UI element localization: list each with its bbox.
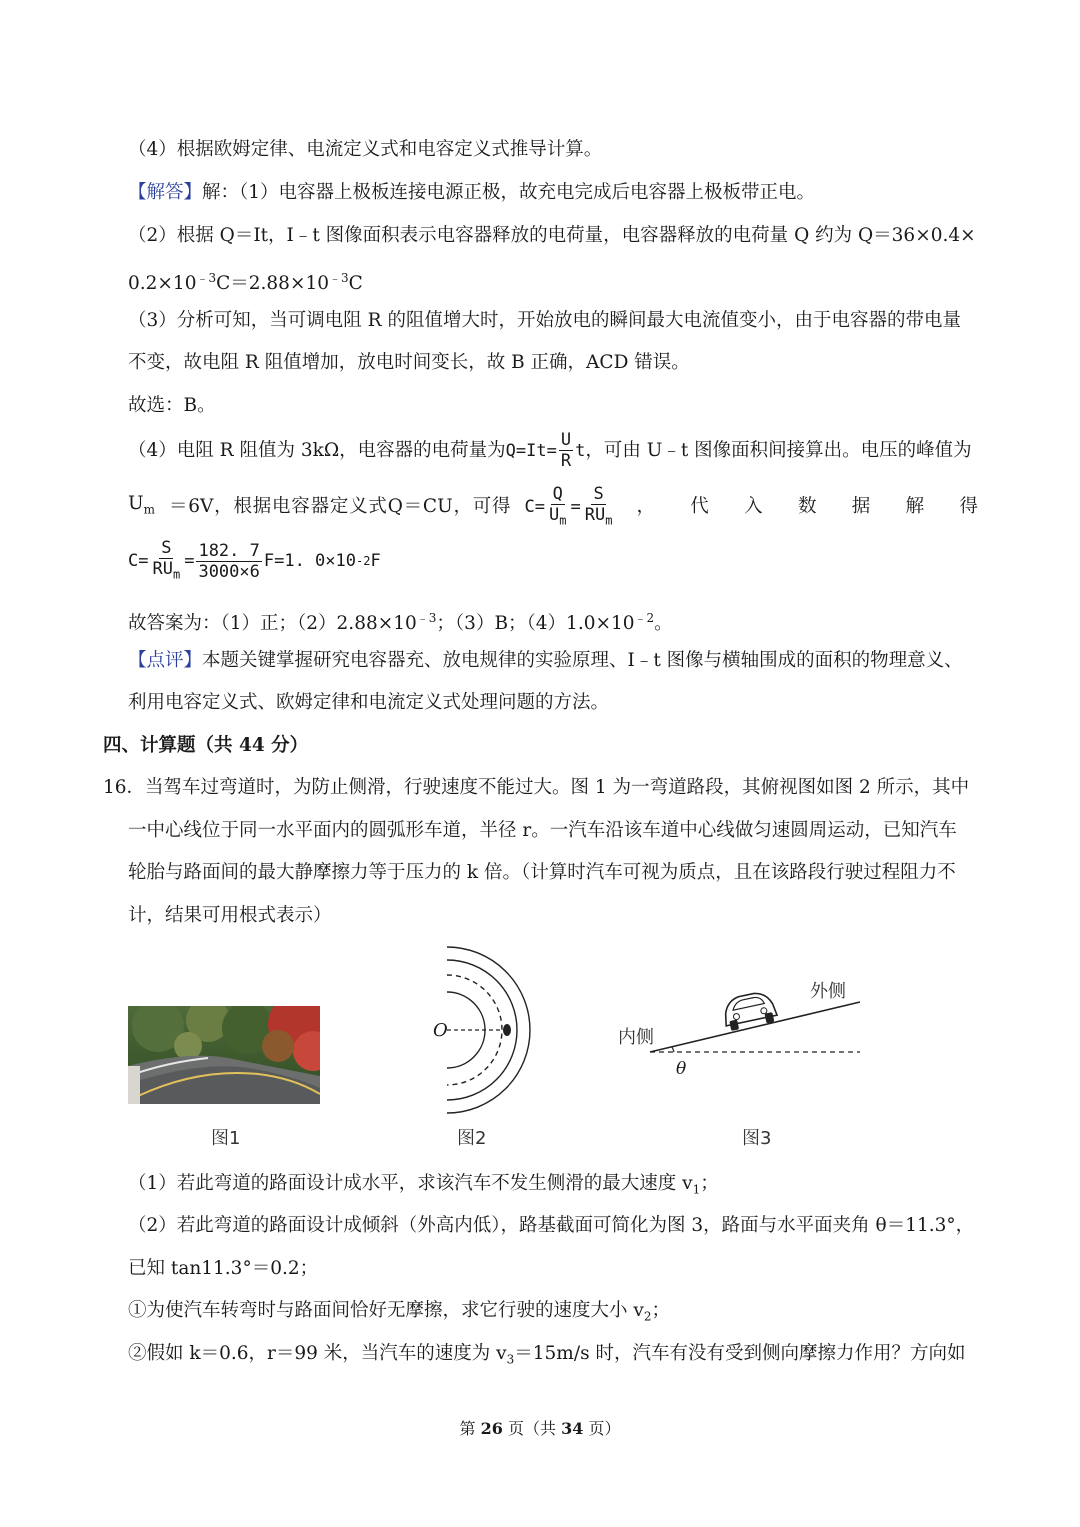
spaced-words [169, 494, 511, 520]
text-line-4 [128, 265, 363, 297]
fraction-numeric [196, 541, 261, 582]
formula-part: F=1. 0×10 [263, 551, 356, 572]
text-part: ； [651, 1300, 670, 1321]
fraction-s-over-rum [150, 538, 182, 584]
spaced-word: 据 [252, 496, 272, 518]
spaced-word: 入 [744, 496, 763, 518]
text-part: 故答案为：（1）正；（2）2.88×10 [128, 613, 417, 635]
sub-question-2-cont: 已知 tan11.3°＝0.2； [128, 1258, 319, 1279]
subscript: m [605, 513, 613, 528]
formula-line-10 [128, 538, 381, 584]
formula-part: Q=It= [505, 440, 557, 461]
exponent: -2 [356, 554, 371, 569]
exponent: ﹣2 [634, 611, 655, 625]
text-part: ＝15m/s 时，汽车有没有受到侧向摩擦力作用？方向如 [514, 1343, 966, 1364]
text-line-9 [128, 484, 978, 530]
question-16-line-3: 轮胎与路面间的最大静摩擦力等于压力的 k 倍。（计算时汽车可视为质点，且在该路段行驶过程阻力不 [128, 862, 956, 883]
subscript: 3 [506, 1352, 515, 1367]
den-text: RU [152, 559, 173, 579]
page-number: 26 [480, 1419, 503, 1438]
spaced-word: 定 [329, 496, 349, 518]
angle-label: θ [676, 1059, 687, 1079]
value-part: C＝2.88×10 [216, 273, 329, 295]
text-part: ①为使汽车转弯时与路面间恰好无摩擦，求它行驶的速度大小 v [128, 1300, 644, 1321]
spaced-word: ， [636, 496, 655, 518]
spaced-word: 义 [349, 496, 368, 518]
page-footer [0, 1416, 1080, 1439]
numerator: 182. 7 [198, 540, 260, 561]
spaced-word: 容 [291, 496, 310, 518]
spaced-word: 解 [905, 496, 925, 518]
spaced-word: 得 [959, 496, 978, 518]
total-pages: 34 [561, 1419, 584, 1438]
fraction-q-over-um [547, 484, 568, 530]
spaced-word: ， [214, 496, 233, 518]
text-line-6: 不变，故电阻 R 阻值增加，放电时间变长，故 B 正确，ACD 错误。 [128, 352, 690, 373]
figure-3-caption: 图3 [742, 1128, 772, 1149]
den-text: RU [584, 505, 606, 525]
text-line-13: 利用电容定义式、欧姆定律和电流定义式处理问题的方法。 [128, 692, 610, 713]
numerator: Q [552, 484, 563, 504]
numerator: S [593, 484, 604, 504]
question-16-line-1: 16．当驾车过弯道时，为防止侧滑，行驶速度不能过大。图 1 为一弯道路段，其俯视图如图 2 所示，其中 [103, 777, 970, 798]
spaced-word: 电 [272, 496, 291, 518]
spaced-word: ＝ [403, 496, 423, 518]
cross-section-diagram [610, 975, 870, 1095]
text-line-8 [128, 430, 972, 471]
numerator: S [161, 538, 172, 558]
question-16-line-4: 计，结果可用根式表示） [128, 905, 332, 926]
outer-side-label: 外侧 [810, 981, 846, 1002]
subscript: 2 [643, 1309, 652, 1324]
spaced-word: 根 [233, 496, 252, 518]
den-text: U [549, 505, 560, 525]
denominator [547, 505, 568, 530]
text-line-3: （2）根据 Q＝It，I﹣t 图像面积表示电容器释放的电荷量，电容器释放的电荷量 Q 约为 Q＝36×0.4× [128, 225, 976, 246]
text-part: 。 [654, 613, 673, 635]
exponent: ﹣3 [416, 611, 437, 625]
text-line-7: 故选：B。 [128, 395, 216, 416]
text-part: ，可由 U﹣t 图像面积间接算出。电压的峰值为 [585, 439, 972, 461]
figure-1-caption: 图1 [211, 1128, 241, 1149]
spaced-word: ＝ [168, 496, 188, 518]
formula-part: t [575, 440, 586, 461]
unit: F [370, 551, 381, 572]
text-line-5: （3）分析可知，当可调电阻 R 的阻值增大时，开始放电的瞬间最大电流值变小，由于电容器的带电量 [128, 310, 961, 331]
figure-2-caption: 图2 [457, 1128, 487, 1149]
exponent: ﹣3 [329, 271, 349, 285]
footer-text: 第 [459, 1419, 481, 1438]
denominator [150, 559, 182, 584]
sub-question-2-part-2 [128, 1341, 965, 1373]
spaced-tail [636, 494, 978, 520]
question-16-line-2: 一中心线位于同一水平面内的圆弧形车道，半径 r。一汽车沿该车道中心线做匀速圆周运动，已知汽车 [128, 820, 957, 841]
spaced-word: 可 [472, 496, 492, 518]
spaced-word: 数 [797, 496, 817, 518]
text-part: ②假如 k＝0.6，r＝99 米，当汽车的速度为 v [128, 1343, 507, 1364]
exponent: ﹣3 [196, 271, 217, 285]
spaced-word: 6V [188, 496, 214, 518]
sub-question-2: （2）若此弯道的路面设计成倾斜（外高内低），路基截面可简化为图 3，路面与水平面夹角 θ＝11.3°， [128, 1215, 975, 1236]
fraction-u-over-r [559, 430, 573, 471]
text-part: （4）电阻 R 阻值为 3kΩ，电容器的电荷量为 [128, 439, 506, 461]
formula-part: = [570, 497, 581, 518]
subscript: m [172, 567, 181, 582]
symbol: U [128, 493, 144, 515]
sub-question-1 [128, 1171, 719, 1203]
footer-text: 页） [583, 1419, 621, 1438]
center-label: O [433, 1020, 448, 1041]
section-heading: 四、计算题（共 44 分） [103, 735, 309, 756]
comment-text: 本题关键掌握研究电容器充、放电规律的实验原理、I﹣t 图像与横轴围成的面积的物理意义、 [202, 650, 963, 671]
answer-text: 解：（1）电容器上极板连接电源正极，故充电完成后电容器上极板带正电。 [202, 182, 816, 203]
um-symbol [128, 491, 155, 523]
comment-line [128, 648, 963, 674]
footer-text: 页（共 [502, 1419, 562, 1438]
unit: C [348, 273, 363, 295]
fraction-s-over-rum [583, 484, 615, 530]
denominator: R [560, 451, 572, 471]
spaced-word: 据 [851, 496, 871, 518]
spaced-word: 代 [690, 496, 709, 518]
road-photo [128, 1006, 320, 1104]
subscript: m [143, 503, 155, 518]
formula-part: = [184, 551, 195, 572]
inner-side-label: 内侧 [618, 1027, 654, 1048]
formula-part: C= [524, 497, 546, 518]
sub-question-2-part-1 [128, 1298, 670, 1330]
solution-line [128, 180, 815, 206]
spaced-word: 器 [310, 496, 330, 518]
answer-tag: 【解答】 [128, 182, 203, 203]
spaced-word: Q [387, 496, 403, 518]
denominator: 3000×6 [198, 561, 260, 582]
formula-part: C= [128, 551, 149, 572]
numerator: U [560, 430, 572, 450]
final-answer-line [128, 605, 673, 637]
text-part: ；（3）B；（4）1.0×10 [436, 613, 635, 635]
text-part: ； [700, 1173, 719, 1194]
comment-tag: 【点评】 [128, 650, 203, 671]
spaced-word: 式 [368, 496, 387, 518]
text-line-1: （4）根据欧姆定律、电流定义式和电容定义式推导计算。 [128, 139, 603, 160]
text-part: （1）若此弯道的路面设计成水平，求该汽车不发生侧滑的最大速度 v [128, 1173, 693, 1194]
spaced-word: CU [422, 496, 453, 518]
spaced-word: ， [453, 496, 472, 518]
spaced-word: 得 [492, 496, 511, 518]
denominator [583, 505, 615, 530]
subscript: 1 [692, 1182, 701, 1197]
value-part: 0.2×10 [128, 273, 197, 295]
top-view-diagram [425, 940, 565, 1120]
subscript: m [559, 513, 567, 528]
